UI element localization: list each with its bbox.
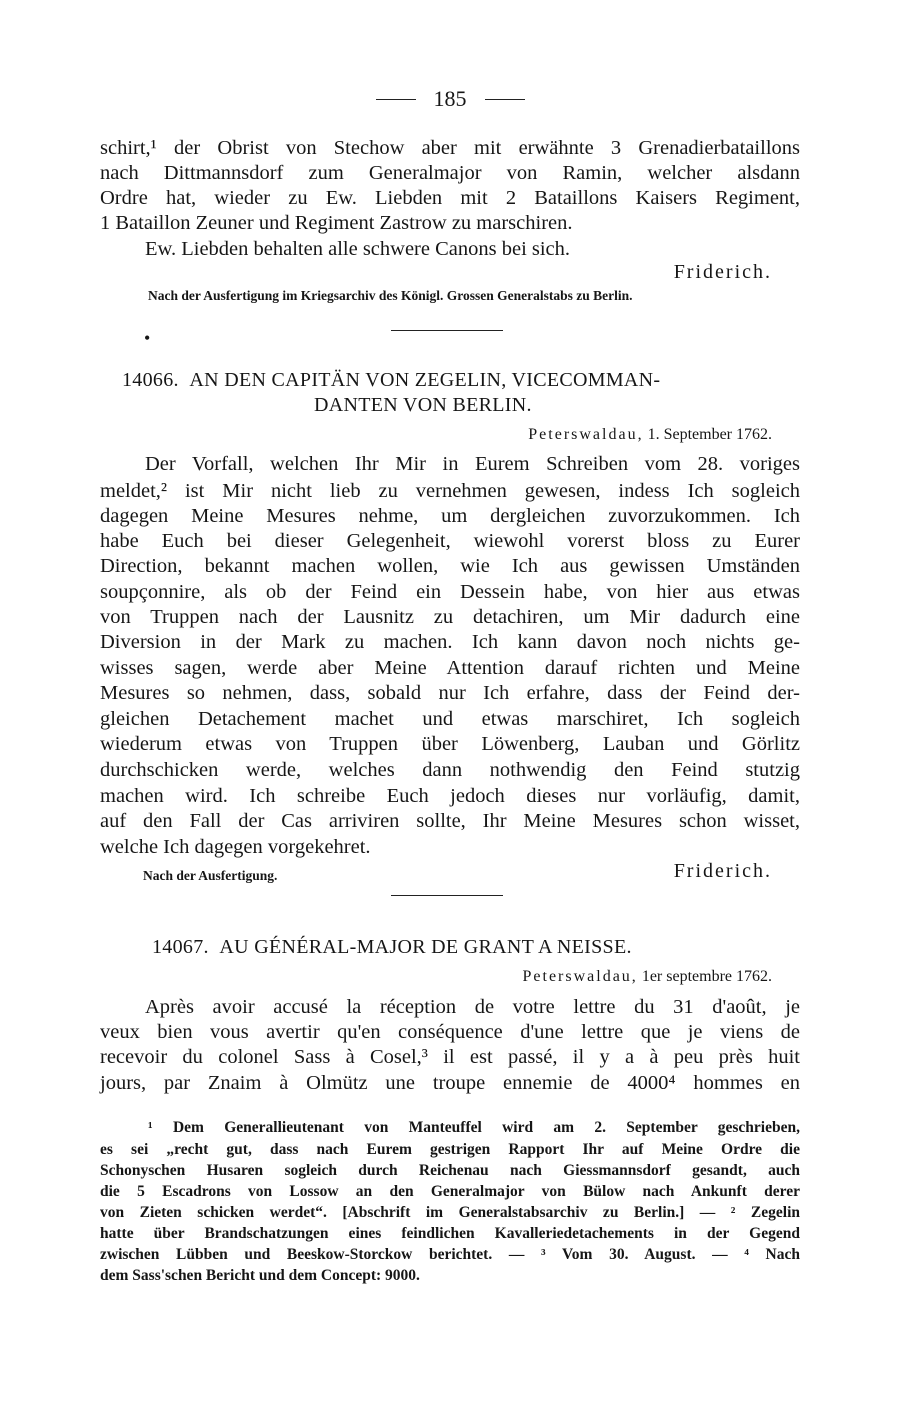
letter-recipient: AU GÉNÉRAL-MAJOR DE GRANT A NEISSE. bbox=[219, 936, 632, 958]
signature: Friderich. bbox=[673, 860, 772, 882]
text-line: gleichen Detachement machet und etwas marschiret, Ich sogleich bbox=[100, 708, 800, 730]
section-divider bbox=[391, 895, 503, 896]
text-line: Ordre hat, wieder zu Ew. Liebden mit 2 Bataillons Kaisers Regiment, bbox=[100, 187, 800, 209]
footnote-line: es sei „recht gut, dass nach Eurem gestrigen Rapport Ihr auf Meine Ordre die bbox=[100, 1141, 800, 1158]
letter-date: 1er septembre 1762. bbox=[641, 968, 772, 985]
letter-dateline bbox=[523, 968, 773, 986]
text-line: habe Euch bei dieser Gelegenheit, wiewohl vorerst bloss zu Eurer bbox=[100, 530, 800, 552]
source-note: Nach der Ausfertigung. bbox=[143, 868, 278, 883]
text-line: machen wird. Ich schreibe Euch jedoch dieses nur vorläufig, damit, bbox=[100, 785, 800, 807]
letter-dateline bbox=[528, 426, 772, 444]
letter-recipient: AN DEN CAPITÄN VON ZEGELIN, VICECOMMAN- bbox=[189, 369, 661, 391]
text-line: soupçonnire, als ob der Feind ein Dessein habe, von hier aus etwas bbox=[100, 581, 800, 603]
footnote-line: dem Sass'schen Bericht und dem Concept: 9000. bbox=[100, 1267, 420, 1284]
text-line: Mesures so nehmen, dass, sobald nur Ich erfahre, dass der Feind der- bbox=[100, 682, 800, 704]
text-line: meldet,² ist Mir nicht lieb zu vernehmen gewesen, indess Ich sogleich bbox=[100, 480, 800, 502]
text-line: nach Dittmannsdorf zum Generalmajor von Ramin, welcher alsdann bbox=[100, 162, 800, 184]
footnote-line: die 5 Escadrons von Lossow an den Generalmajor von Bülow nach Ankunft derer bbox=[100, 1183, 800, 1200]
text-line: recevoir du colonel Sass à Cosel,³ il est passé, il y a à peu près huit bbox=[100, 1046, 800, 1068]
text-line: durchschicken werde, welches dann nothwendig den Feind stutzig bbox=[100, 759, 800, 781]
page-number-dash-right bbox=[485, 99, 525, 100]
footnote-line: ¹ Dem Generallieutenant von Manteuffel wird am 2. September geschrieben, bbox=[148, 1119, 800, 1136]
source-note: Nach der Ausfertigung im Kriegsarchiv des Königl. Grossen Generalstabs zu Berlin. bbox=[148, 288, 633, 303]
signature: Friderich. bbox=[673, 261, 772, 283]
stray-mark: • bbox=[144, 328, 151, 348]
text-line: 1 Bataillon Zeuner und Regiment Zastrow zu marschiren. bbox=[100, 212, 573, 234]
text-line: Diversion in der Mark zu machen. Ich kann davon noch nichts ge- bbox=[100, 631, 800, 653]
text-line: schirt,¹ der Obrist von Stechow aber mit erwähnte 3 Grenadierbataillons bbox=[100, 137, 800, 159]
text-line: welche Ich dagegen vorgekehret. bbox=[100, 836, 371, 858]
text-line: Direction, bekannt machen wollen, wie Ich aus gewissen Umständen bbox=[100, 555, 800, 577]
letter-number: 14066. bbox=[122, 369, 179, 391]
letter-number: 14067. bbox=[152, 936, 209, 958]
text-line: wisses sagen, werde aber Meine Attention darauf richten und Meine bbox=[100, 657, 800, 679]
text-line: veux bien vous avertir qu'en conséquence d'une lettre que je viens de bbox=[100, 1021, 800, 1043]
footnote-line: zwischen Lübben und Beeskow-Storckow berichtet. — ³ Vom 30. August. — ⁴ Nach bbox=[100, 1246, 800, 1263]
page-number-dash-left bbox=[376, 99, 416, 100]
letter-recipient-cont: DANTEN VON BERLIN. bbox=[314, 394, 532, 416]
text-line: auf den Fall der Cas arriviren sollte, Ihr Meine Mesures schon wisset, bbox=[100, 810, 800, 832]
letter-heading bbox=[122, 368, 660, 393]
letter-heading bbox=[152, 935, 632, 960]
footnote-line: von Zieten schicken werdet“. [Abschrift im Generalstabsarchiv zu Berlin.] — ² Zegelin bbox=[100, 1204, 800, 1221]
text-line: wiederum etwas von Truppen über Löwenberg, Lauban und Görlitz bbox=[100, 733, 800, 755]
page-number-header bbox=[0, 86, 900, 118]
footnote-line: hatte über Brandschatzungen eines feindlichen Kavalleriedetachements in der Gegend bbox=[100, 1225, 800, 1242]
letter-place: Peterswaldau, bbox=[528, 426, 644, 443]
text-line: Après avoir accusé la réception de votre lettre du 31 d'août, je bbox=[145, 996, 800, 1018]
page-number: 185 bbox=[433, 86, 467, 111]
text-line: jours, par Znaim à Olmütz une troupe ennemie de 4000⁴ hommes en bbox=[100, 1072, 800, 1094]
text-line: von Truppen nach der Lausnitz zu detachiren, um Mir dadurch eine bbox=[100, 606, 800, 628]
footnote-line: Schonyschen Husaren sogleich durch Reichenau nach Giessmannsdorf gesandt, auch bbox=[100, 1162, 800, 1179]
text-line: Der Vorfall, welchen Ihr Mir in Eurem Schreiben vom 28. voriges bbox=[145, 453, 800, 475]
text-line: Ew. Liebden behalten alle schwere Canons bei sich. bbox=[145, 238, 571, 260]
text-line: dagegen Meine Mesures nehme, um dergleichen zuvorzukommen. Ich bbox=[100, 505, 800, 527]
letter-place: Peterswaldau, bbox=[522, 968, 638, 985]
letter-date: 1. September 1762. bbox=[647, 426, 772, 443]
section-divider bbox=[391, 330, 503, 331]
